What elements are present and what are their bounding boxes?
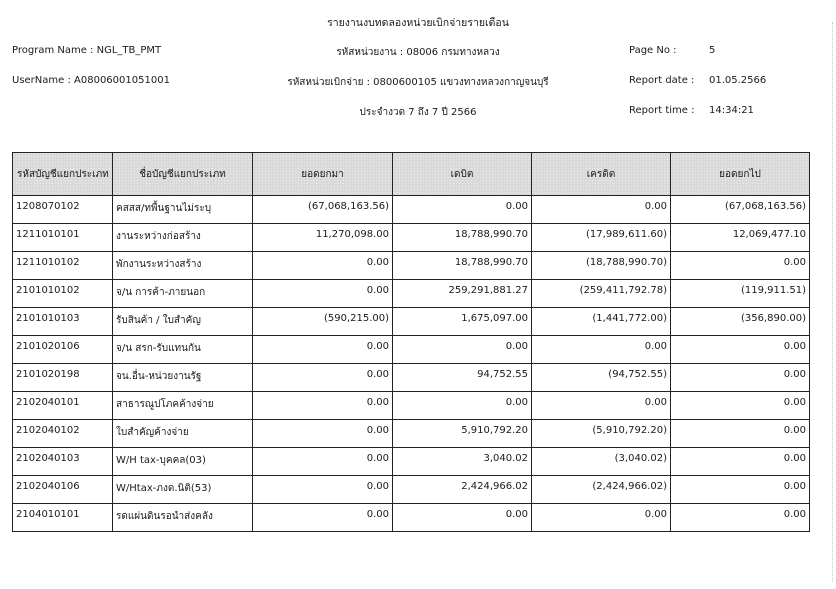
carried-forward-cell: 0.00 [671, 252, 810, 280]
credit-cell: (18,788,990.70) [532, 252, 671, 280]
brought-forward-cell: 0.00 [253, 448, 393, 476]
table-row [13, 420, 810, 448]
account-name-cell: รับสินค้า / ใบสำคัญ [113, 308, 253, 336]
table-row [13, 196, 810, 224]
account-name-cell: รดแผ่นดินรอนำส่งคลัง [113, 504, 253, 532]
carried-forward-cell: 12,069,477.10 [671, 224, 810, 252]
credit-cell: (1,441,772.00) [532, 308, 671, 336]
brought-forward-cell: 0.00 [253, 504, 393, 532]
carried-forward-cell: (67,068,163.56) [671, 196, 810, 224]
carried-forward-cell: 0.00 [671, 336, 810, 364]
account-name-cell: งานระหว่างก่อสร้าง [113, 224, 253, 252]
account-name-cell: จน.อื่น-หน่วยงานรัฐ [113, 364, 253, 392]
header-account-code: รหัสบัญชีแยกประเภท [13, 153, 113, 196]
account-name-cell: ใบสำคัญค้างจ่าย [113, 420, 253, 448]
account-code-cell: 1211010102 [13, 252, 113, 280]
header-credit: เครดิต [532, 153, 671, 196]
table-row [13, 336, 810, 364]
debit-cell: 2,424,966.02 [393, 476, 532, 504]
report-period: ประจำงวด 7 ถึง 7 ปี 2566 [359, 107, 477, 118]
report-date-value: 01.05.2566 [709, 75, 767, 86]
account-code-cell: 2102040106 [13, 476, 113, 504]
brought-forward-cell: 0.00 [253, 280, 393, 308]
brought-forward-cell: (590,215.00) [253, 308, 393, 336]
account-code-cell: 2102040103 [13, 448, 113, 476]
table-row [13, 504, 810, 532]
table-row [13, 224, 810, 252]
carried-forward-cell: 0.00 [671, 504, 810, 532]
table-row [13, 280, 810, 308]
carried-forward-cell: 0.00 [671, 392, 810, 420]
trial-balance-table [12, 152, 810, 532]
credit-cell: (3,040.02) [532, 448, 671, 476]
account-code-cell: 2101010102 [13, 280, 113, 308]
brought-forward-cell: 0.00 [253, 364, 393, 392]
carried-forward-cell: 0.00 [671, 448, 810, 476]
credit-cell: (2,424,966.02) [532, 476, 671, 504]
report-time-value: 14:34:21 [709, 105, 754, 116]
account-name-cell: W/H tax-บุคคล(03) [113, 448, 253, 476]
table-row [13, 448, 810, 476]
brought-forward-cell: 0.00 [253, 420, 393, 448]
debit-cell: 18,788,990.70 [393, 252, 532, 280]
table-row [13, 308, 810, 336]
brought-forward-cell: 0.00 [253, 336, 393, 364]
brought-forward-cell: (67,068,163.56) [253, 196, 393, 224]
account-code-cell: 1208070102 [13, 196, 113, 224]
brought-forward-cell: 0.00 [253, 252, 393, 280]
account-code-cell: 2102040101 [13, 392, 113, 420]
brought-forward-cell: 0.00 [253, 392, 393, 420]
debit-cell: 3,040.02 [393, 448, 532, 476]
credit-cell: (17,989,611.60) [532, 224, 671, 252]
debit-cell: 1,675,097.00 [393, 308, 532, 336]
carried-forward-cell: 0.00 [671, 476, 810, 504]
debit-cell: 259,291,881.27 [393, 280, 532, 308]
table-row [13, 364, 810, 392]
debit-cell: 0.00 [393, 196, 532, 224]
report-time-label: Report time : [629, 105, 695, 116]
account-name-cell: สาธารณูปโภคค้างจ่าย [113, 392, 253, 420]
debit-cell: 0.00 [393, 504, 532, 532]
account-code-cell: 2101020106 [13, 336, 113, 364]
account-name-cell: พักงานระหว่างสร้าง [113, 252, 253, 280]
carried-forward-cell: 0.00 [671, 364, 810, 392]
table-row [13, 476, 810, 504]
carried-forward-cell: 0.00 [671, 420, 810, 448]
page-edge-divider [832, 22, 833, 582]
header-debit: เดบิต [393, 153, 532, 196]
brought-forward-cell: 11,270,098.00 [253, 224, 393, 252]
credit-cell: (5,910,792.20) [532, 420, 671, 448]
report-title: รายงานงบทดลองหน่วยเบิกจ่ายรายเดือน [327, 17, 509, 29]
account-name-cell: จ/น สรก-รับแทนกัน [113, 336, 253, 364]
user-name: UserName : A08006001051001 [12, 75, 170, 86]
account-name-cell: คสสส/ทพื้นฐานไม่ระบุ [113, 196, 253, 224]
debit-cell: 0.00 [393, 392, 532, 420]
program-name: Program Name : NGL_TB_PMT [12, 45, 162, 56]
table-row [13, 392, 810, 420]
carried-forward-cell: (356,890.00) [671, 308, 810, 336]
account-code-cell: 1211010101 [13, 224, 113, 252]
account-name-cell: W/Htax-ภงด.นิติ(53) [113, 476, 253, 504]
account-code-cell: 2102040102 [13, 420, 113, 448]
disbursing-unit-code: รหัสหน่วยเบิกจ่าย : 0800600105 แขวงทางหลวงกาญจนบุรี [287, 77, 549, 88]
debit-cell: 0.00 [393, 336, 532, 364]
credit-cell: (94,752.55) [532, 364, 671, 392]
debit-cell: 94,752.55 [393, 364, 532, 392]
table-row [13, 252, 810, 280]
page-no-label: Page No : [629, 45, 677, 56]
account-code-cell: 2101020198 [13, 364, 113, 392]
report-date-label: Report date : [629, 75, 695, 86]
credit-cell: (259,411,792.78) [532, 280, 671, 308]
debit-cell: 5,910,792.20 [393, 420, 532, 448]
account-name-cell: จ/น การค้า-ภายนอก [113, 280, 253, 308]
credit-cell: 0.00 [532, 392, 671, 420]
credit-cell: 0.00 [532, 336, 671, 364]
table-header-row [13, 153, 810, 196]
brought-forward-cell: 0.00 [253, 476, 393, 504]
account-code-cell: 2101010103 [13, 308, 113, 336]
account-code-cell: 2104010101 [13, 504, 113, 532]
header-carried-forward: ยอดยกไป [671, 153, 810, 196]
debit-cell: 18,788,990.70 [393, 224, 532, 252]
page-no-value: 5 [709, 45, 716, 56]
agency-code: รหัสหน่วยงาน : 08006 กรมทางหลวง [336, 47, 500, 58]
carried-forward-cell: (119,911.51) [671, 280, 810, 308]
credit-cell: 0.00 [532, 196, 671, 224]
header-brought-forward: ยอดยกมา [253, 153, 393, 196]
header-account-name: ชื่อบัญชีแยกประเภท [113, 153, 253, 196]
credit-cell: 0.00 [532, 504, 671, 532]
table-body [13, 196, 810, 532]
